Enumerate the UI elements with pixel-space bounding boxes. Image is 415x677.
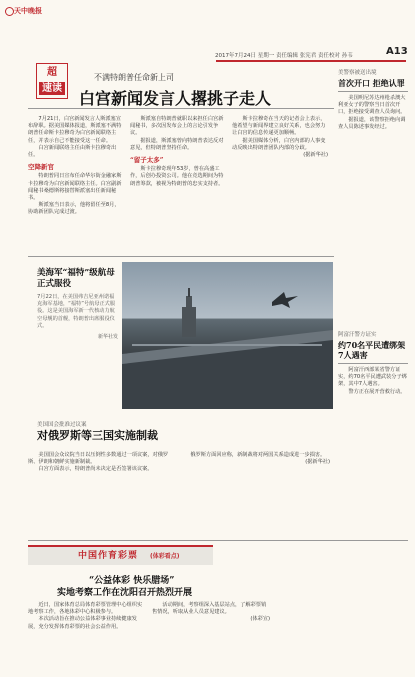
aircraft-carrier-photo xyxy=(122,262,333,409)
right-paragraph: 据报道，该警察拒绝向调查人员陈述事发经过。 xyxy=(338,116,406,130)
lead-column-2 xyxy=(130,116,226,188)
lead-subhead-2: “留子太多” xyxy=(130,156,164,165)
charity-body-right xyxy=(152,602,270,624)
lead-kicker: 不满特朗普任命新上司 xyxy=(94,73,174,82)
dateline: 2017年7月24日 星期一 责任编辑 张宪君 责任校对 孙韦 xyxy=(215,53,353,59)
newspaper-logo: 天中晚报 xyxy=(14,6,42,15)
lead-paragraph: 斯卡拉穆奇在当天的记者会上表示，他希望与新闻界建立良好关系，也会努力让白宫的信息传递更加顺畅。 xyxy=(232,116,326,137)
section-divider xyxy=(28,256,334,257)
lead-paragraph: 斯派塞当日表示，他将留任至8月，协助新团队完成过渡。 xyxy=(28,202,120,216)
header-rule xyxy=(216,60,406,62)
charity-kicker: “公益体彩 快乐腊场” xyxy=(89,576,175,586)
lead-paragraph: 斯派塞自特朗普就职以来担任白宫新闻秘书，多次因发布会上的言论引发争议。 xyxy=(130,116,224,137)
lead-credit: (据新华社) xyxy=(303,152,328,159)
sanctions-body-right xyxy=(180,452,330,466)
right-headline-1: 首次开口 拒绝认罪 xyxy=(338,78,405,88)
right-kicker-2: 阿富汗警方证实 xyxy=(338,332,377,338)
right-paragraph: 警方正在展开营救行动。 xyxy=(348,388,406,395)
lead-subhead-1: 空降新官 xyxy=(28,163,54,172)
lead-column-3 xyxy=(232,116,328,159)
right-rule xyxy=(338,91,408,92)
right-headline-2: 约70名平民遭绑架7人遇害 xyxy=(338,340,406,360)
page-number: A13 xyxy=(386,46,408,57)
lead-headline: 白宫新闻发言人撂挑子走人 xyxy=(79,89,272,108)
charity-paragraph: 近日，国家体育总局体育彩票管理中心组织实地考察工作，各地体彩中心积极参与。 xyxy=(28,602,143,616)
photo-caption-block xyxy=(37,268,118,408)
sanctions-paragraph: 俄罗斯方面回应称，新制裁将对两国关系造成进一步损害。 xyxy=(190,452,326,458)
sanctions-credit: (据新华社) xyxy=(305,459,330,466)
right-kicker-1: 美警察被送出境 xyxy=(338,70,377,76)
lead-paragraph: 据报道，斯派塞曾向特朗普表达反对意见，但特朗普坚持任命。 xyxy=(130,137,224,151)
right-rule xyxy=(338,363,408,364)
sanctions-headline: 对俄罗斯等三国实施制裁 xyxy=(37,429,158,442)
section-tag-line2: 速读 xyxy=(39,82,65,95)
sanctions-paragraph: 白宫方面表示，特朗普尚未决定是否签署该议案。 xyxy=(38,466,153,473)
right-paragraph: 阿富汗西部某省警方证实，约70名平民遭武装分子绑架，其中7人遇害。 xyxy=(338,367,407,388)
charity-paragraph: 本次活动旨在推动公益体彩事业持续健康发展，充分发挥体育彩票的社会公益作用。 xyxy=(28,616,137,630)
photo-caption: 7月22日，在美国弗吉尼亚州诺福克海军基地，“福特”号航母正式服役。这是美国海军新一代核动力航空母舰的首舰，特朗普出席服役仪式。 xyxy=(37,294,116,329)
charity-paragraph: 活动期间，考察组深入基层站点，了解彩票销售情况，听取从业人员意见建议。 xyxy=(152,602,267,616)
photo-title: 美海军“福特”级航母正式服役 xyxy=(37,268,115,289)
section-tag-line1: 超 xyxy=(47,67,57,78)
section-tag xyxy=(36,63,68,99)
right-body-1 xyxy=(338,95,408,131)
lead-paragraph: 斯卡拉穆奇现年53岁，曾在高盛工作，后创办投资公司。他在竞选期间为特朗普筹款，被视为特朗普的忠实支持者。 xyxy=(130,166,224,187)
photo-credit: 新华社发 xyxy=(97,334,118,341)
lead-paragraph: 据美国媒体分析，白宫内部的人事变动反映出特朗普团队内部的分歧。 xyxy=(232,137,326,151)
lead-column-1 xyxy=(28,116,124,217)
charity-body xyxy=(28,602,146,631)
charity-credit: (体彩宣) xyxy=(250,616,270,623)
sanctions-body xyxy=(28,452,173,474)
charity-headline: 实地考察工作在沈阳召开热烈开展 xyxy=(57,588,193,598)
lead-paragraph: 7月21日，白宫新闻发言人斯派塞宣布辞职。据美国媒体报道，斯派塞不满特朗普任命斯卡拉穆奇为白宫新闻联络主任，并表示自己不能接受这一任命。 xyxy=(28,116,122,144)
right-body-2 xyxy=(338,367,408,396)
sanctions-story xyxy=(37,420,158,441)
sanctions-paragraph: 美国国会众议院当日以压倒性多数通过一项议案，对俄罗斯、伊朗和朝鲜实施新制裁。 xyxy=(28,452,169,466)
bottom-divider xyxy=(28,540,408,541)
lead-paragraph: 特朗普同日宣布任命华尔街金融家斯卡拉穆奇为白宫新闻联络主任。白宫副新闻秘书桑德斯将接替斯派塞出任新闻秘书。 xyxy=(28,173,122,202)
right-paragraph: 美国明尼苏达州枪杀澳大利亚女子的警察当日首次开口，拒绝接受调查人员询问。 xyxy=(338,95,406,116)
right-column xyxy=(338,68,408,131)
lead-paragraph: 白宫新闻联络主任由斯卡拉穆奇出任。 xyxy=(28,144,117,159)
lottery-kicker: (体彩看点) xyxy=(150,553,180,560)
lottery-title: 中国作育彩票 xyxy=(78,551,139,561)
lead-rule xyxy=(28,108,334,109)
right-column-2 xyxy=(338,330,408,396)
sanctions-kicker: 美国国会批准过议案 xyxy=(37,422,87,428)
carrier-illustration xyxy=(122,262,333,409)
